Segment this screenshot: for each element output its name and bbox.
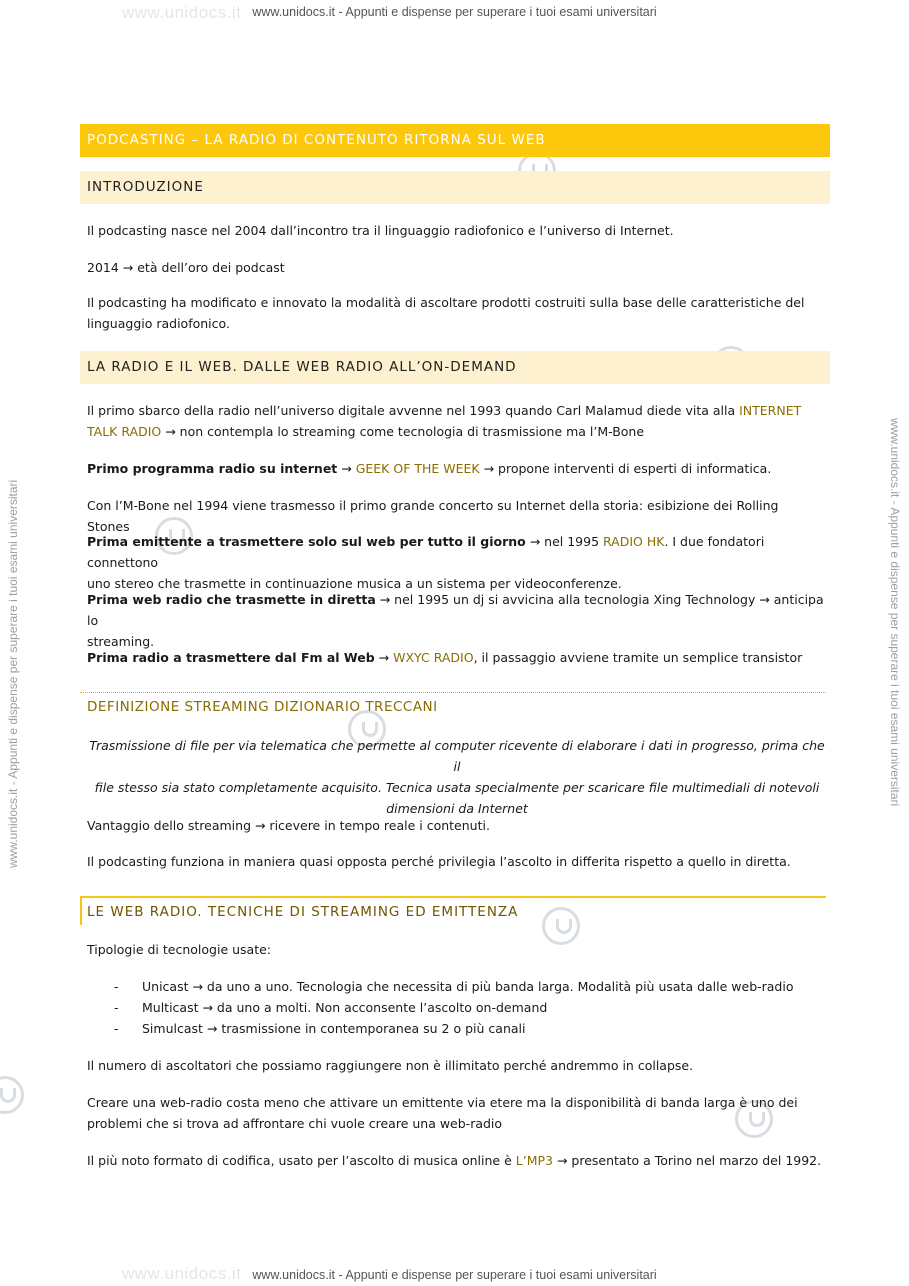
paragraph-line bbox=[87, 531, 825, 573]
section-heading-definition: DEFINIZIONE STREAMING DIZIONARIO TRECCANI bbox=[80, 692, 826, 720]
paragraph bbox=[87, 292, 825, 334]
paragraph-line: uno stereo che trasmette in continuazione musica a un sistema per videoconferenze. bbox=[87, 576, 622, 591]
list-dash: - bbox=[114, 979, 119, 994]
paragraph: Il numero di ascoltatori che possiamo raggiungere non è illimitato perché andremmo in collapse. bbox=[87, 1058, 694, 1073]
list-item bbox=[114, 1018, 525, 1039]
text: Il più noto formato di codifica, usato per l’ascolto di musica online è bbox=[87, 1153, 516, 1168]
paragraph-line: Il podcasting ha modificato e innovato la modalità di ascoltare prodotti costruiti sulla base delle caratteristiche del bbox=[87, 295, 805, 310]
list-dash: - bbox=[114, 1021, 119, 1036]
list-item bbox=[114, 976, 794, 997]
paragraph bbox=[87, 531, 825, 594]
text: → propone interventi di esperti di informatica. bbox=[479, 461, 772, 476]
section-heading-techniques: LE WEB RADIO. TECNICHE DI STREAMING ED EMITTENZA bbox=[80, 896, 826, 925]
text: → bbox=[374, 650, 394, 665]
watermark-left: www.unidocs.it - Appunti e dispense per superare i tuoi esami universitari bbox=[6, 479, 20, 868]
list-item-text: Simulcast → trasmissione in contemporanea su 2 o più canali bbox=[142, 1021, 526, 1036]
paragraph-line: linguaggio radiofonico. bbox=[87, 316, 230, 331]
paragraph: 2014 → età dell’oro dei podcast bbox=[87, 260, 285, 275]
list-item bbox=[114, 997, 547, 1018]
text: Il primo sbarco della radio nell’universo digitale avvenne nel 1993 quando Carl Malamud diede vita alla bbox=[87, 403, 740, 418]
definition-quote bbox=[87, 735, 827, 819]
paragraph: Tipologie di tecnologie usate: bbox=[87, 942, 272, 957]
paragraph-line: streaming. bbox=[87, 634, 155, 649]
paragraph bbox=[87, 1092, 825, 1134]
text: → nel 1995 bbox=[525, 534, 603, 549]
highlight-radio-hk: RADIO HK bbox=[603, 534, 665, 549]
paragraph-line: Creare una web-radio costa meno che attivare un emittente via etere ma la disponibilità di banda larga è uno dei bbox=[87, 1095, 798, 1110]
section-heading-intro: INTRODUZIONE bbox=[80, 171, 830, 204]
text: → presentato a Torino nel marzo del 1992. bbox=[552, 1153, 822, 1168]
bold-text: Prima emittente a trasmettere solo sul web per tutto il giorno bbox=[87, 534, 526, 549]
paragraph bbox=[87, 1150, 825, 1171]
text: → non contempla lo streaming come tecnologia di trasmissione ma l’M-Bone bbox=[161, 424, 645, 439]
bold-text: Prima radio a trasmettere dal Fm al Web bbox=[87, 650, 375, 665]
highlight-talk-radio: TALK RADIO bbox=[87, 424, 162, 439]
list-item-text: Unicast → da uno a uno. Tecnologia che necessita di più banda larga. Modalità più usata dalle web-radio bbox=[142, 979, 794, 994]
main-heading: PODCASTING – LA RADIO DI CONTENUTO RITORNA SUL WEB bbox=[80, 124, 830, 157]
paragraph-line: problemi che si trova ad affrontare chi vuole creare una web-radio bbox=[87, 1116, 503, 1131]
paragraph bbox=[87, 458, 825, 479]
watermark-bottom: www.unidocs.it - Appunti e dispense per superare i tuoi esami universitari bbox=[252, 1268, 657, 1282]
paragraph bbox=[87, 400, 825, 442]
highlight-geek: GEEK OF THE WEEK bbox=[355, 461, 480, 476]
paragraph-line bbox=[87, 400, 825, 421]
list-item-text: Multicast → da uno a molti. Non acconsente l’ascolto on-demand bbox=[142, 1000, 548, 1015]
list-dash: - bbox=[114, 1000, 119, 1015]
highlight-wxyc: WXYC RADIO bbox=[393, 650, 474, 665]
paragraph: Con l’M-Bone nel 1994 viene trasmesso il primo grande concerto su Internet della storia: esibizione dei Rolling Stones bbox=[87, 498, 779, 534]
paragraph: Il podcasting nasce nel 2004 dall’incontro tra il linguaggio radiofonico e l’universo di Internet. bbox=[87, 223, 674, 238]
quote-line: Trasmissione di file per via telematica che permette al computer ricevente di elaborare i dati in progresso, prima che il bbox=[89, 738, 825, 774]
watermark-ghost-top: www.unidocs.it bbox=[122, 3, 242, 22]
text: → bbox=[337, 461, 356, 476]
highlight-internet: INTERNET bbox=[739, 403, 802, 418]
highlight-mp3: L’MP3 bbox=[515, 1153, 553, 1168]
text: , il passaggio avviene tramite un semplice transistor bbox=[473, 650, 803, 665]
watermark-right: www.unidocs.it - Appunti e dispense per superare i tuoi esami universitari bbox=[888, 418, 902, 807]
paragraph: Vantaggio dello streaming → ricevere in tempo reale i contenuti. bbox=[87, 818, 490, 833]
quote-line: file stesso sia stato completamente acquisito. Tecnica usata specialmente per scaricare file multimediali di notevoli bbox=[94, 780, 820, 795]
paragraph: Il podcasting funziona in maniera quasi opposta perché privilegia l’ascolto in differita rispetto a quello in diretta. bbox=[87, 854, 791, 869]
watermark-ghost-bottom: www.unidocs.it bbox=[122, 1264, 242, 1283]
paragraph-line bbox=[87, 421, 825, 442]
paragraph bbox=[87, 589, 825, 652]
watermark-logo bbox=[0, 1076, 24, 1114]
quote-line: dimensioni da Internet bbox=[386, 801, 528, 816]
paragraph bbox=[87, 647, 825, 668]
watermark-top: www.unidocs.it - Appunti e dispense per superare i tuoi esami universitari bbox=[252, 5, 657, 19]
text: . I due fondatori connettono bbox=[87, 534, 765, 570]
bold-text: Prima web radio che trasmette in diretta bbox=[87, 592, 376, 607]
bold-text: Primo programma radio su internet bbox=[87, 461, 338, 476]
text: → nel 1995 un dj si avvicina alla tecnologia Xing Technology → anticipa lo bbox=[87, 592, 824, 628]
paragraph-line bbox=[87, 589, 825, 631]
section-heading-web: LA RADIO E IL WEB. DALLE WEB RADIO ALL’ON-DEMAND bbox=[80, 351, 830, 384]
